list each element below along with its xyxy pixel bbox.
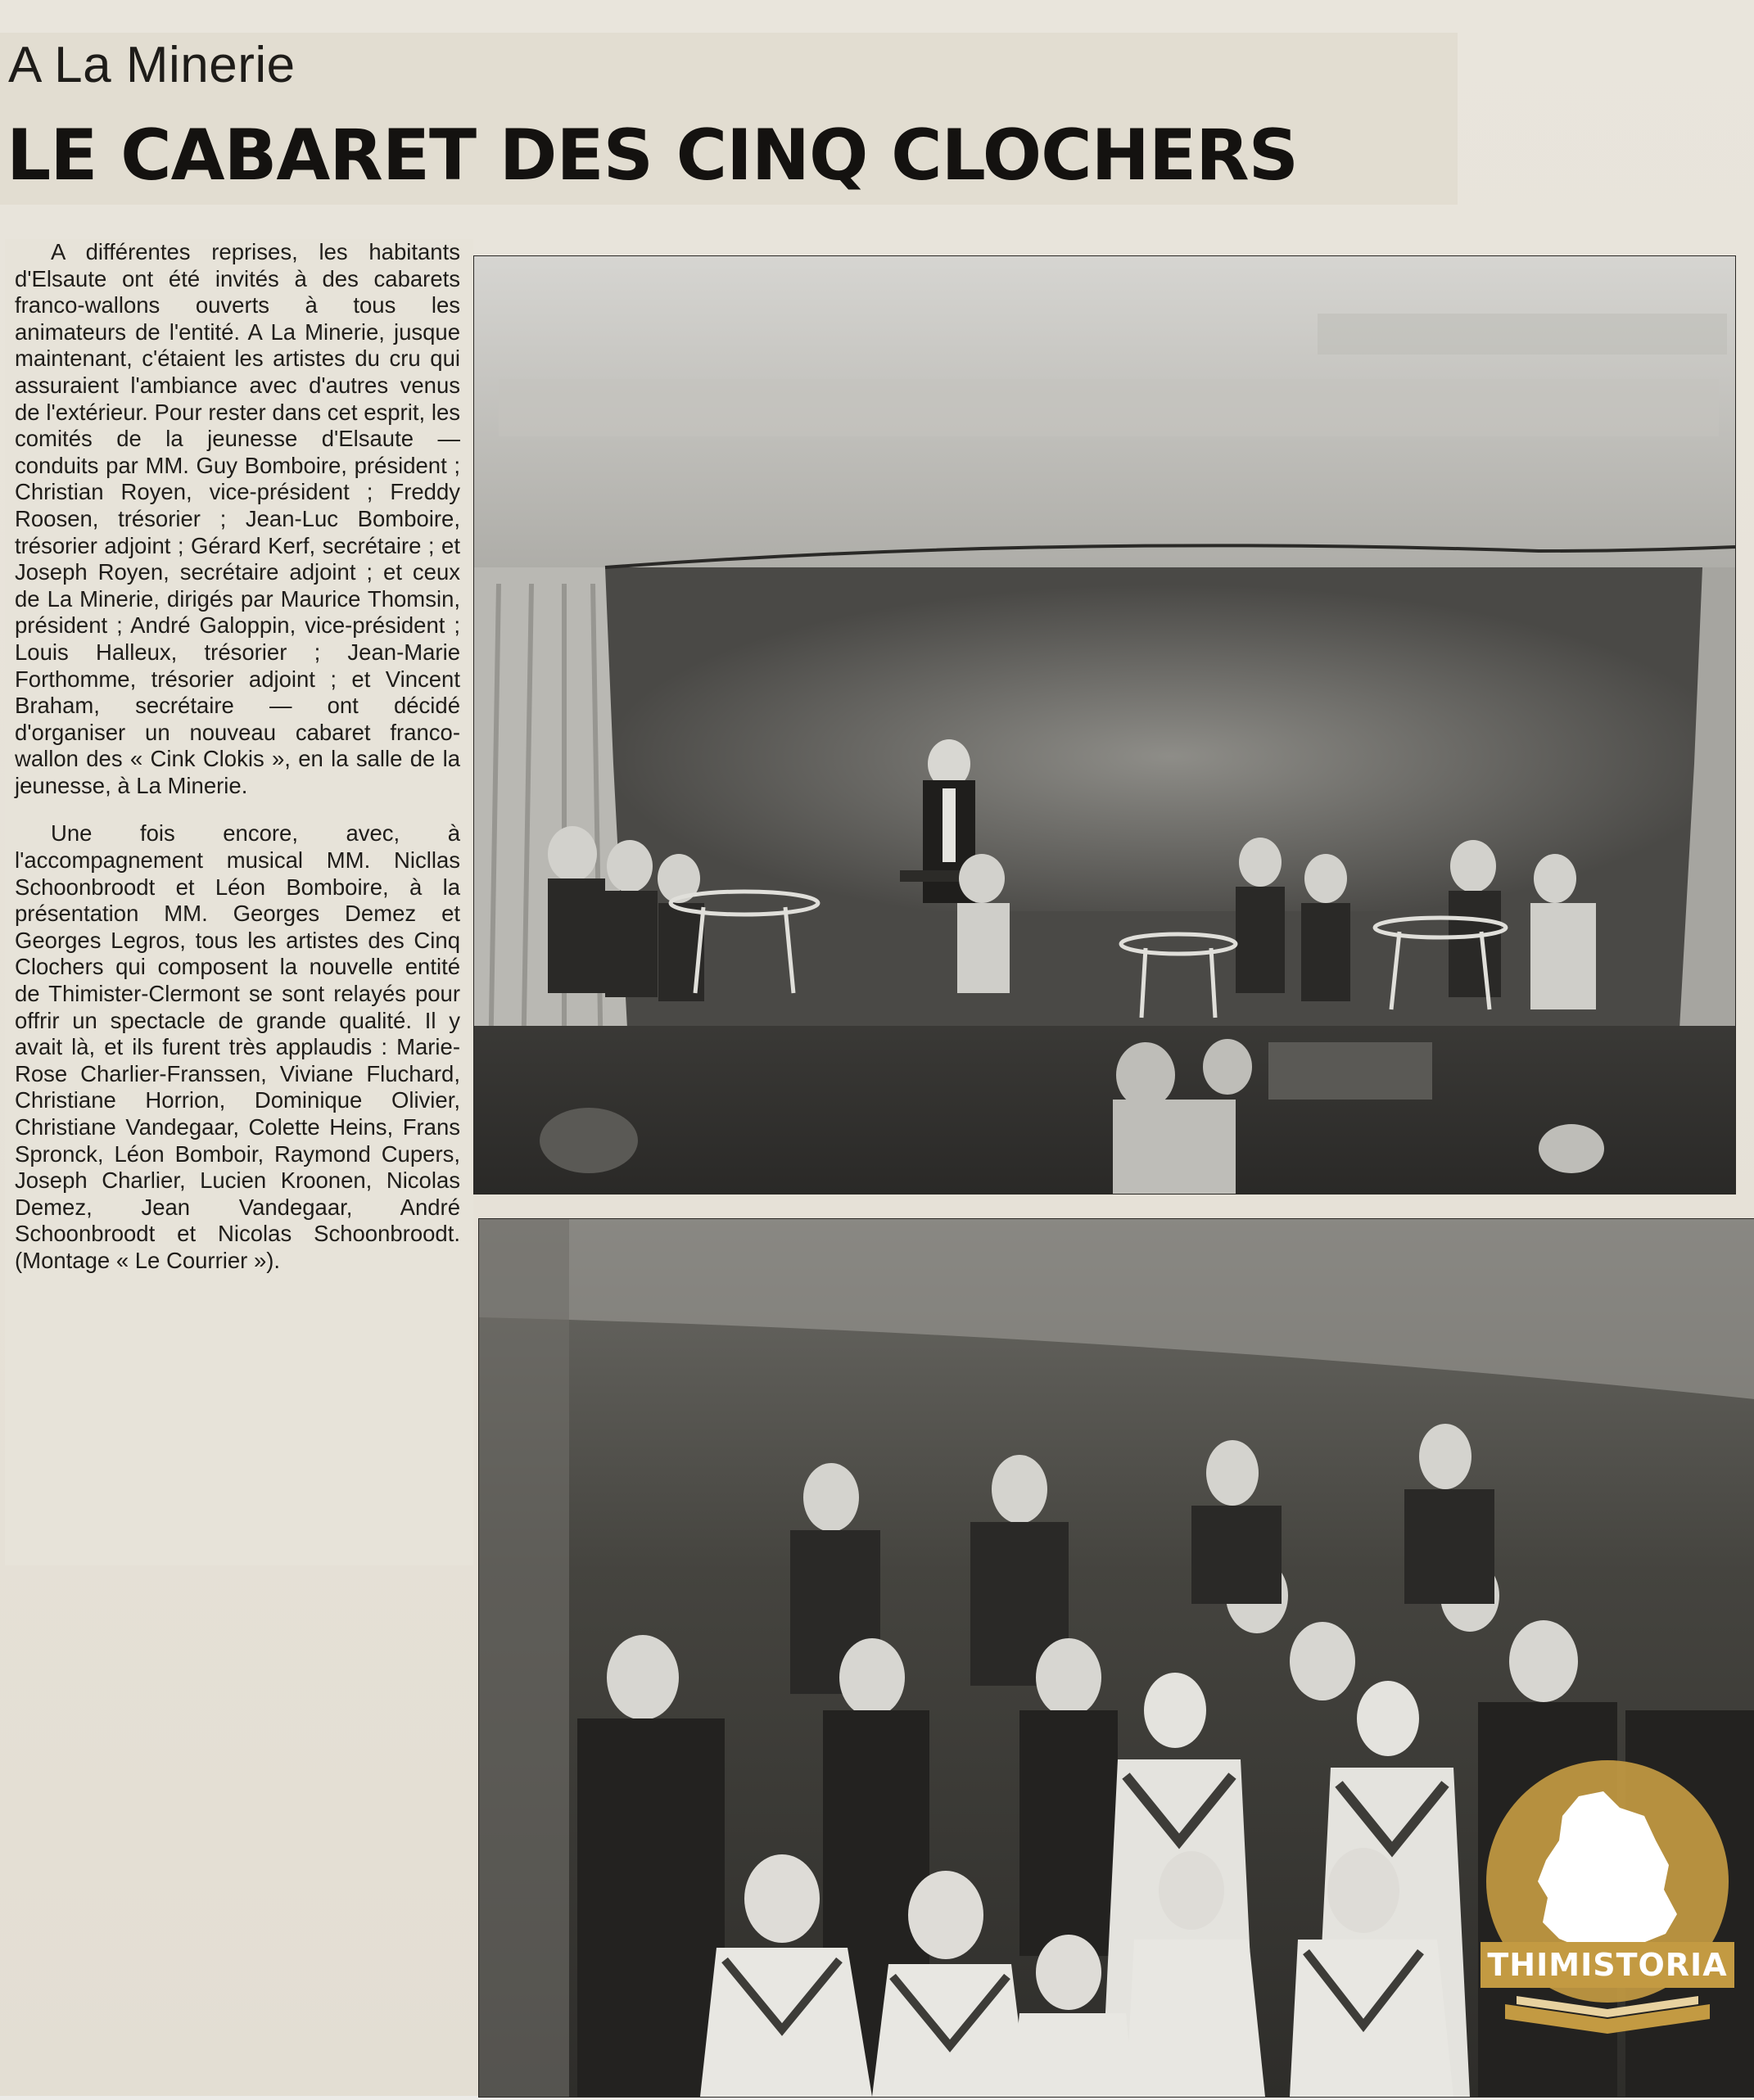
article-body bbox=[5, 239, 473, 1565]
thimistoria-logo bbox=[1481, 1759, 1734, 2096]
thimistoria-logo-text: THIMISTORIA bbox=[1487, 1947, 1728, 1983]
article-paragraph-1: A différentes reprises, les habitants d'Elsaute ont été invités à des cabarets franco-wallons ouverts à tous les animateurs de l'entité. A La Minerie, jusque maintenant, c'étaient les artistes du cru qui assuraient l'ambiance avec d'autres venus de l'extérieur. Pour rester dans cet esprit, les comités de la jeunesse d'Elsaute — conduits par MM. Guy Bomboire, président ; Christian Royen, vice-président ; Freddy Roosen, trésorier ; Jean-Luc Bomboire, trésorier adjoint ; Gérard Kerf, secrétaire ; et Joseph Royen, secrétaire adjoint ; et ceux de La Minerie, dirigés par Maurice Thomsin, président ; André Galoppin, vice-président ; Louis Halleux, trésorier ; Jean-Marie Forthomme, trésorier adjoint ; et Vincent Braham, secrétaire — ont décidé d'organiser un nouveau cabaret franco-wallon des « Cink Clokis », en la salle de la jeunesse, à La Minerie. bbox=[15, 239, 460, 798]
stage-photo bbox=[473, 255, 1736, 1195]
article-headline: LE CABARET DES CINQ CLOCHERS bbox=[7, 115, 1299, 196]
stage-photo-image bbox=[474, 256, 1735, 1194]
article-paragraph-2: Une fois encore, avec, à l'accompagnement musical MM. Nicllas Schoonbroodt et Léon Bomboire, à la présentation MM. Georges Demez et Georges Legros, tous les artistes des Cinq Clochers qui composent la nouvelle entité de Thimister-Clermont se sont relayés pour offrir un spectacle de grande qualité. Il y avait là, et ils furent très applaudis : Marie-Rose Charlier-Franssen, Viviane Fluchard, Christiane Horrion, Dominique Olivier, Christiane Vandegaar, Colette Heins, Frans Spronck, Léon Bomboir, Raymond Cupers, Joseph Charlier, Lucien Kroonen, Nicolas Demez, Jean Vandegaar, André Schoonbroodt et Nicolas Schoonbroodt. (Montage « Le Courrier »). bbox=[15, 820, 460, 1273]
article-kicker: A La Minerie bbox=[8, 37, 296, 93]
thimistoria-emblem bbox=[1481, 1759, 1734, 2096]
